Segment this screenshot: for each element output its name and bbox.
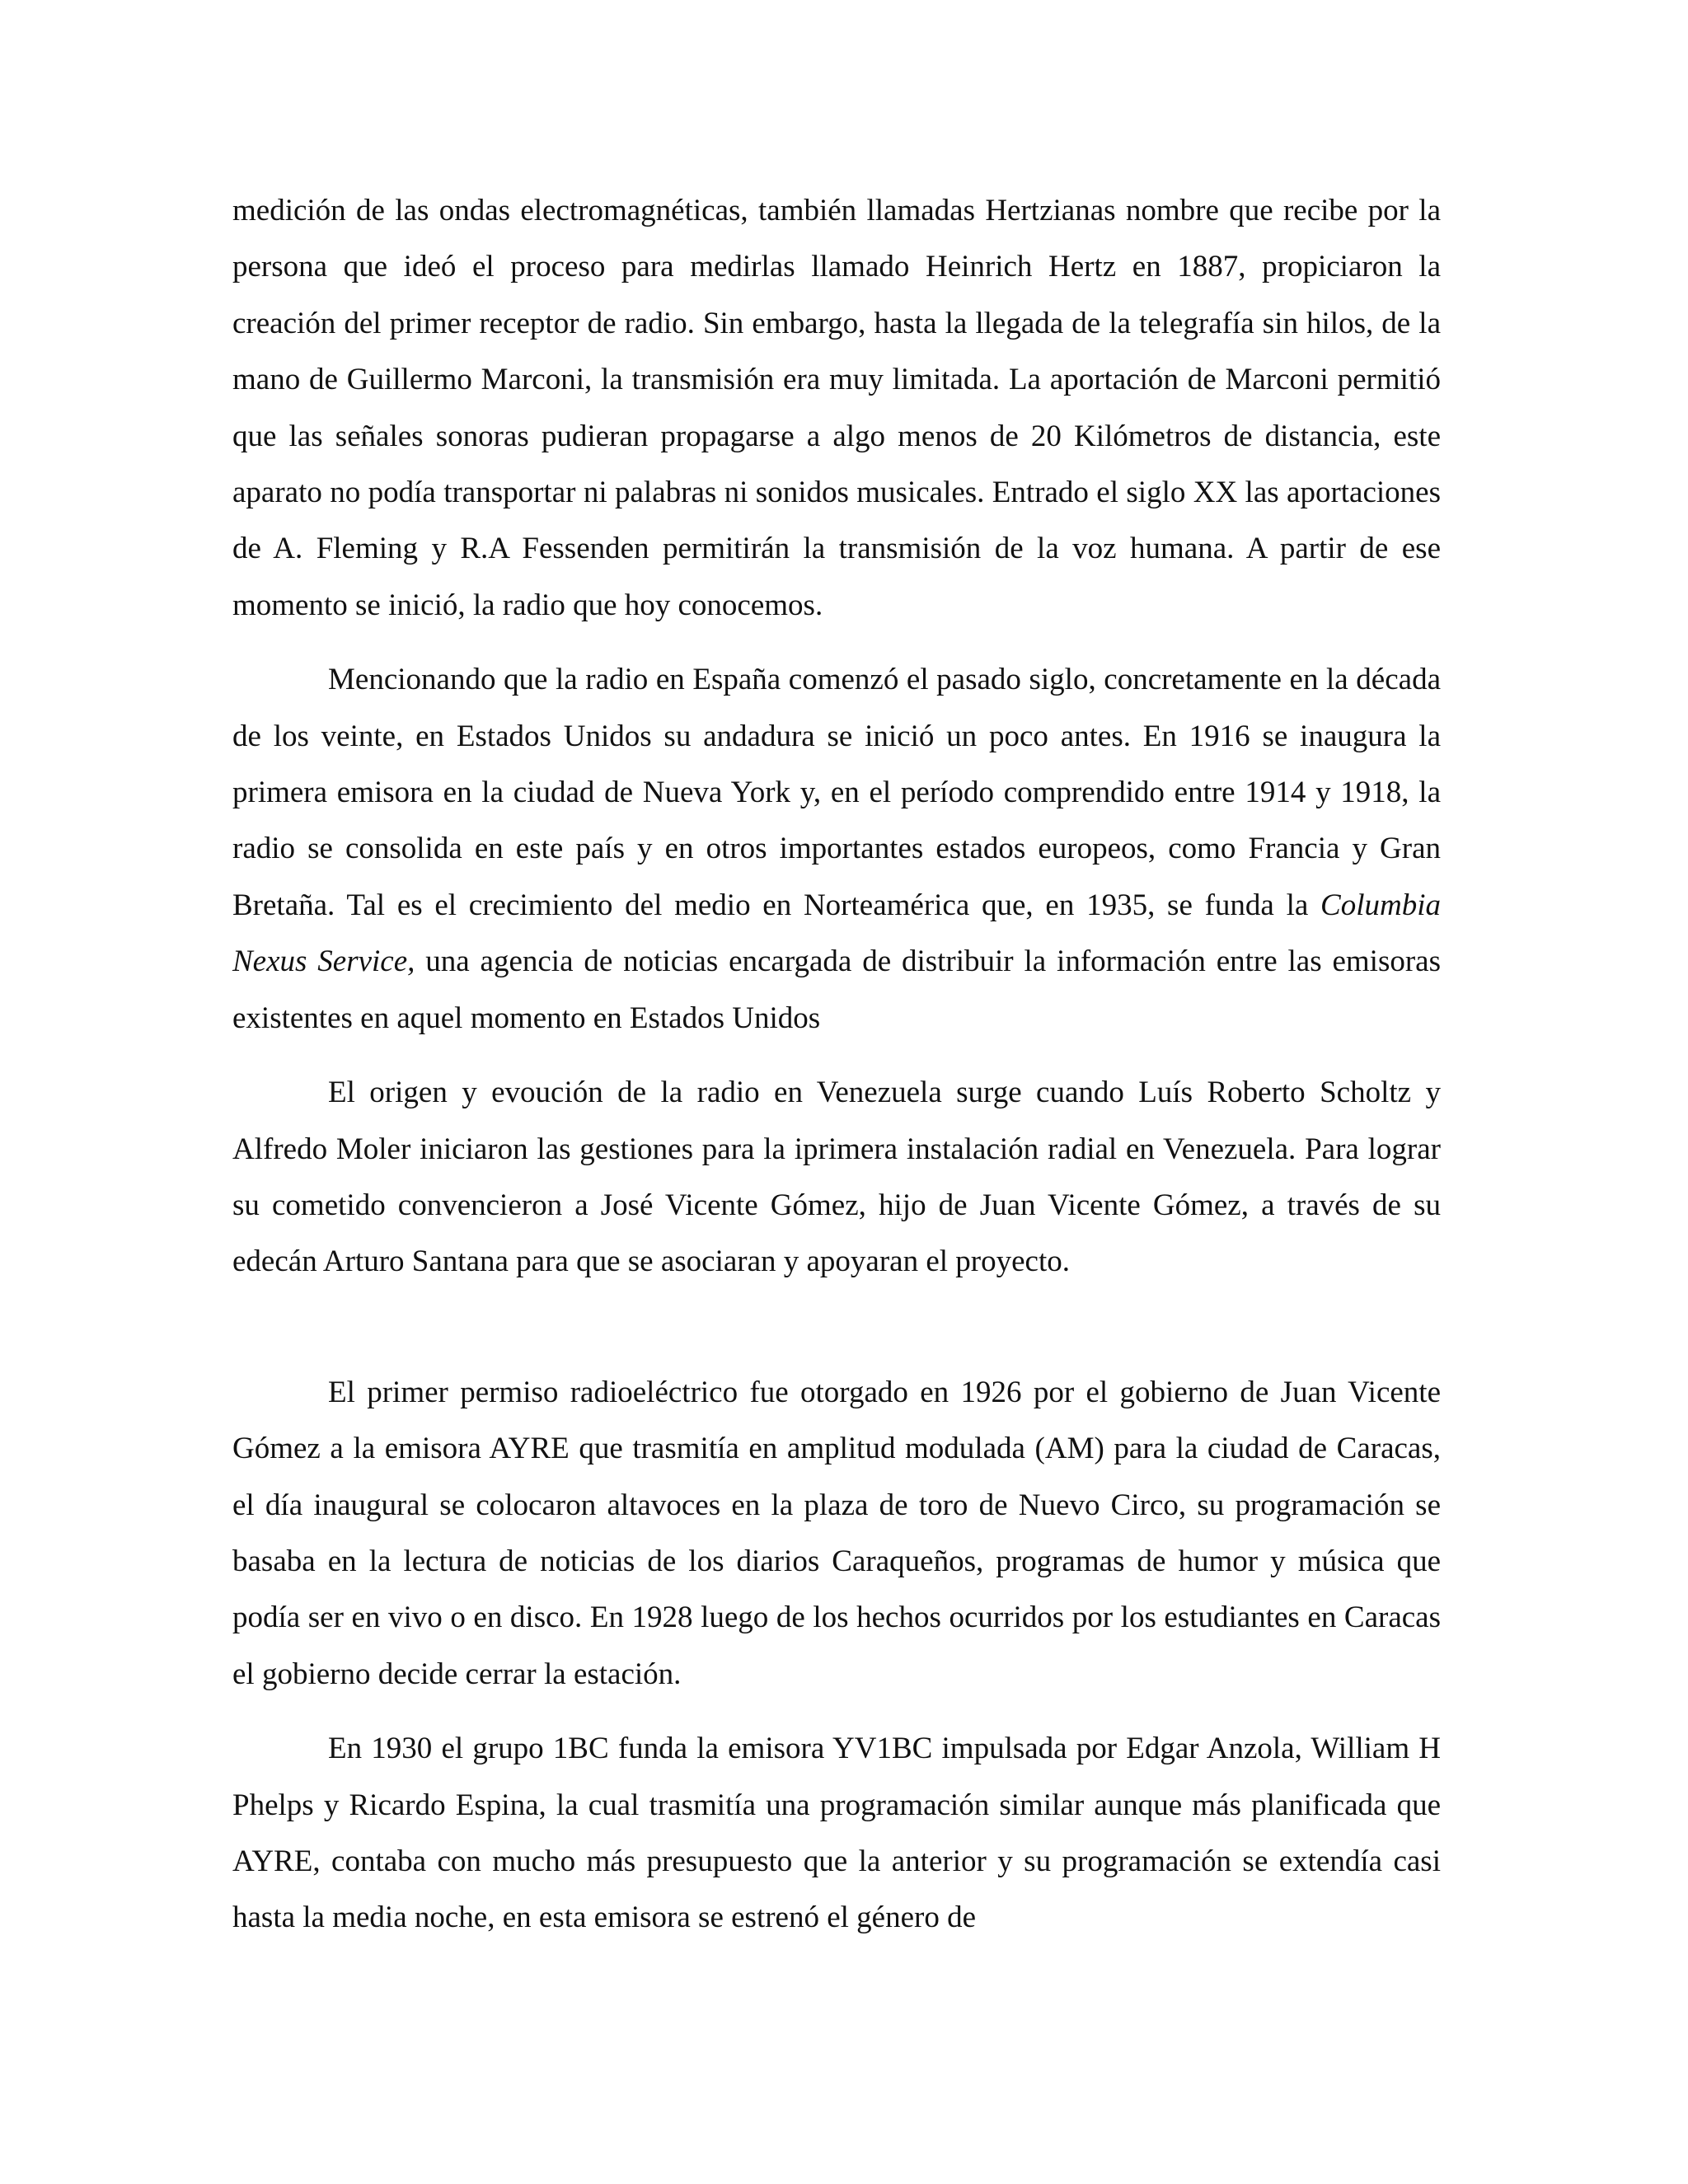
paragraph-radio-espana-eeuu xyxy=(232,652,1441,1047)
paragraph-text: una agencia de noticias encargada de distribuir la información entre las emisoras existentes en aquel momento en Estados Unidos xyxy=(232,944,1442,1035)
paragraph-radio-venezuela: El origen y evoución de la radio en Venezuela surge cuando Luís Roberto Scholtz y Alfredo Moler iniciaron las gestiones para la iprimera instalación radial en Venezuela. Para lograr su cometido convencieron a José Vicente Gómez, hijo de Juan Vicente Gómez, a través de su edecán Arturo Santana para que se asociaran y apoyaran el proyecto. xyxy=(232,1076,1441,1279)
paragraph-yv1bc: En 1930 el grupo 1BC funda la emisora YV1BC impulsada por Edgar Anzola, William H Phelps y Ricardo Espina, la cual trasmitía una programación similar aunque más planificada que AYRE, contaba con mucho más presupuesto que la anterior y su programación se extendía casi hasta la media noche, en esta emisora se estrenó el género de xyxy=(232,1732,1441,1935)
italic-agency-name: Columbia Nexus Service, xyxy=(232,888,1441,979)
body-text xyxy=(232,183,1441,1947)
paragraph-ondas-hertzianas: medición de las ondas electromagnéticas, también llamadas Hertzianas nombre que recibe por la persona que ideó el proceso para medirlas llamado Heinrich Hertz en 1887, propiciaron la creación del primer receptor de radio. Sin embargo, hasta la llegada de la telegrafía sin hilos, de la mano de Guillermo Marconi, la transmisión era muy limitada. La aportación de Marconi permitió que las señales sonoras pudieran propagarse a algo menos de 20 Kilómetros de distancia, este aparato no podía transportar ni palabras ni sonidos musicales. Entrado el siglo XX las aportaciones de A. Fleming y R.A Fessenden permitirán la transmisión de la voz humana. A partir de ese momento se inició, la radio que hoy conocemos. xyxy=(232,194,1441,622)
paragraph-text: Mencionando que la radio en España comenzó el pasado siglo, concretamente en la década de los veinte, en Estados Unidos su andadura se inició un poco antes. En 1916 se inaugura la primera emisora en la ciudad de Nueva York y, en el período comprendido entre 1914 y 1918, la radio se consolida en este país y en otros importantes estados europeos, como Francia y Gran Bretaña. Tal es el crecimiento del medio en Norteamérica que, en 1935, se funda la xyxy=(232,663,1441,922)
paragraph-primer-permiso: El primer permiso radioeléctrico fue otorgado en 1926 por el gobierno de Juan Vicente Gómez a la emisora AYRE que trasmitía en amplitud modulada (AM) para la ciudad de Caracas, el día inaugural se colocaron altavoces en la plaza de toro de Nuevo Circo, su programación se basaba en la lectura de noticias de los diarios Caraqueños, programas de humor y música que podía ser en vivo o en disco. En 1928 luego de los hechos ocurridos por los estudiantes en Caracas el gobierno decide cerrar la estación. xyxy=(232,1375,1441,1691)
